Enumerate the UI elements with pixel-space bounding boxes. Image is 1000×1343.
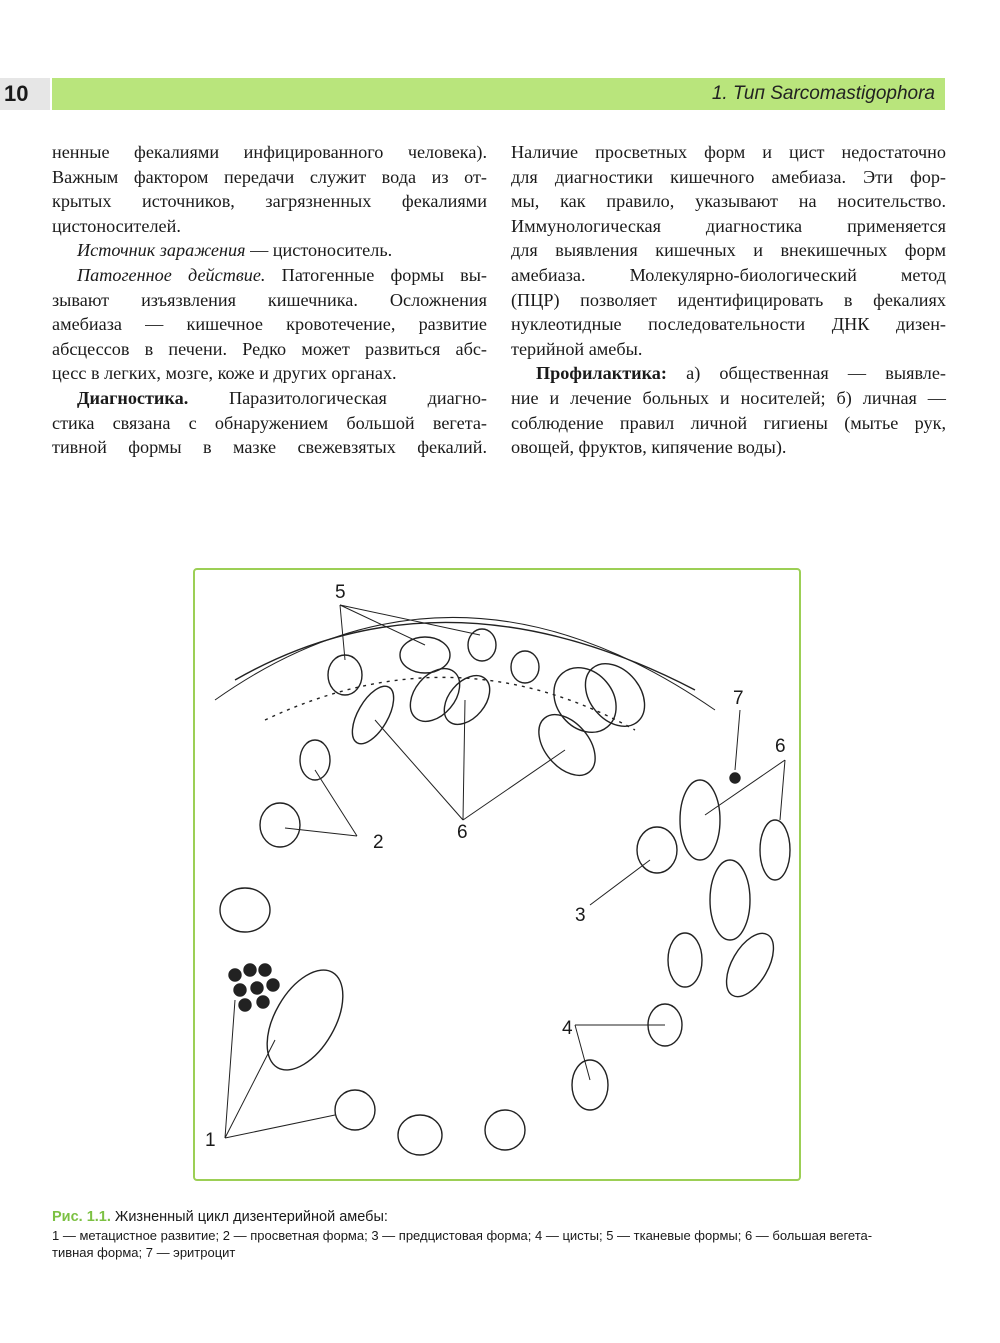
text-line: Патогенные формы вы-	[265, 264, 487, 285]
figure-label-5: 5	[335, 582, 346, 603]
vegetative-form	[717, 926, 783, 1005]
pathogenic-paragraph	[52, 263, 487, 288]
vegetative-form	[344, 680, 402, 750]
right-column	[511, 140, 946, 460]
tissue-form	[511, 651, 539, 683]
vegetative-form	[760, 820, 790, 880]
prophylaxis-paragraph	[511, 361, 946, 386]
text-line: мы, как правило, указывают на носительство.	[511, 191, 946, 212]
text-line: нуклеотидные последовательности ДНК дизен-	[511, 314, 946, 335]
text-line: овощей, фруктов, кипячение воды).	[511, 437, 787, 458]
text-line: Паразитологическая диагно-	[188, 387, 487, 408]
cyst	[572, 1060, 608, 1110]
text-line: цесс в легких, мозге, коже и других органах.	[52, 363, 397, 384]
vegetative-form	[573, 652, 656, 738]
text-line: амебиаза — кишечное кровотечение, развитие	[52, 314, 487, 335]
label-lines	[225, 605, 785, 1138]
page-number: 10	[0, 78, 50, 110]
cyst	[335, 1090, 375, 1130]
text-line: а) общественная — выявле-	[666, 363, 946, 384]
figure-label-4: 4	[562, 1018, 573, 1039]
diagnostics-paragraph	[52, 386, 487, 411]
text-line: цистоносителей.	[52, 215, 181, 236]
text-line: Иммунологическая диагностика применяется	[511, 215, 946, 236]
tissue-form	[400, 637, 450, 673]
cyst	[398, 1115, 442, 1155]
intestine-wall	[235, 622, 695, 690]
text-line: крытых источников, загрязненных фекалиями	[52, 191, 487, 212]
life-cycle-diagram	[195, 570, 803, 1183]
tissue-form	[328, 655, 362, 695]
caption-legend: тивная форма; 7 — эритроцит	[52, 1245, 236, 1260]
figure-label-6: 6	[457, 822, 468, 843]
text-line: тивной формы в мазке свежевзятых фекалий.	[52, 437, 487, 458]
figure-caption	[52, 1208, 952, 1261]
figure-label-2: 2	[373, 832, 384, 853]
caption-label: Рис. 1.1.	[52, 1209, 111, 1225]
cyst	[485, 1110, 525, 1150]
precyst-form	[637, 827, 677, 873]
source-label: Источник заражения	[77, 240, 246, 261]
text-line: амебиаза. Молекулярно-биологический метод	[511, 264, 946, 285]
lumen-form	[260, 803, 300, 847]
figure-label-7: 7	[733, 688, 744, 709]
vegetative-form	[680, 780, 720, 860]
text-line: для диагностики кишечного амебиаза. Эти фор-	[511, 166, 946, 187]
text-line: ние и лечение больных и носителей; б) личная —	[511, 387, 946, 408]
figure-label-1: 1	[205, 1130, 216, 1151]
caption-title: Жизненный цикл дизентерийной амебы:	[110, 1209, 388, 1225]
life-cycle-figure	[193, 568, 801, 1181]
lumen-form	[220, 888, 270, 932]
text-line: зывают изъязвления кишечника. Осложнения	[52, 289, 487, 310]
chapter-title: 1. Тип Sarcomastigophora	[711, 83, 935, 104]
figure-label-6: 6	[775, 736, 786, 757]
vegetative-form	[528, 704, 607, 786]
precyst-form	[668, 933, 702, 987]
text-line: ненные фекалиями инфицированного человека).	[52, 142, 487, 162]
source-text: — цистоноситель.	[245, 240, 393, 261]
diagnostics-label: Диагностика.	[77, 387, 189, 408]
caption-legend: 1 — метацистное развитие; 2 — просветная форма; 3 — предцистовая форма; 4 — цисты; 5 — тканевые формы; 6 — большая вегета-	[52, 1228, 873, 1243]
text-line: (ПЦР) позволяет идентифицировать в фекалиях	[511, 289, 946, 310]
prophylaxis-label: Профилактика:	[536, 363, 667, 384]
text-line: стика связана с обнаружением большой вегета-	[52, 412, 487, 433]
text-line: абсцессов в печени. Редко может развиться абс-	[52, 338, 487, 359]
text-line: Важным фактором передачи служит вода из от-	[52, 166, 487, 187]
pathogenic-label: Патогенное действие.	[77, 264, 266, 285]
lumen-form	[300, 740, 330, 780]
left-column	[52, 140, 487, 460]
header-bar	[52, 78, 945, 110]
text-line: терийной амебы.	[511, 338, 643, 359]
text-line: соблюдение правил личной гигиены (мытье рук,	[511, 412, 946, 433]
text-line: для выявления кишечных и внекишечных форм	[511, 240, 946, 261]
text-line: Наличие просветных форм и цист недостаточно	[511, 142, 946, 162]
vegetative-form	[710, 860, 750, 940]
source-paragraph	[52, 238, 487, 263]
figure-label-3: 3	[575, 905, 586, 926]
